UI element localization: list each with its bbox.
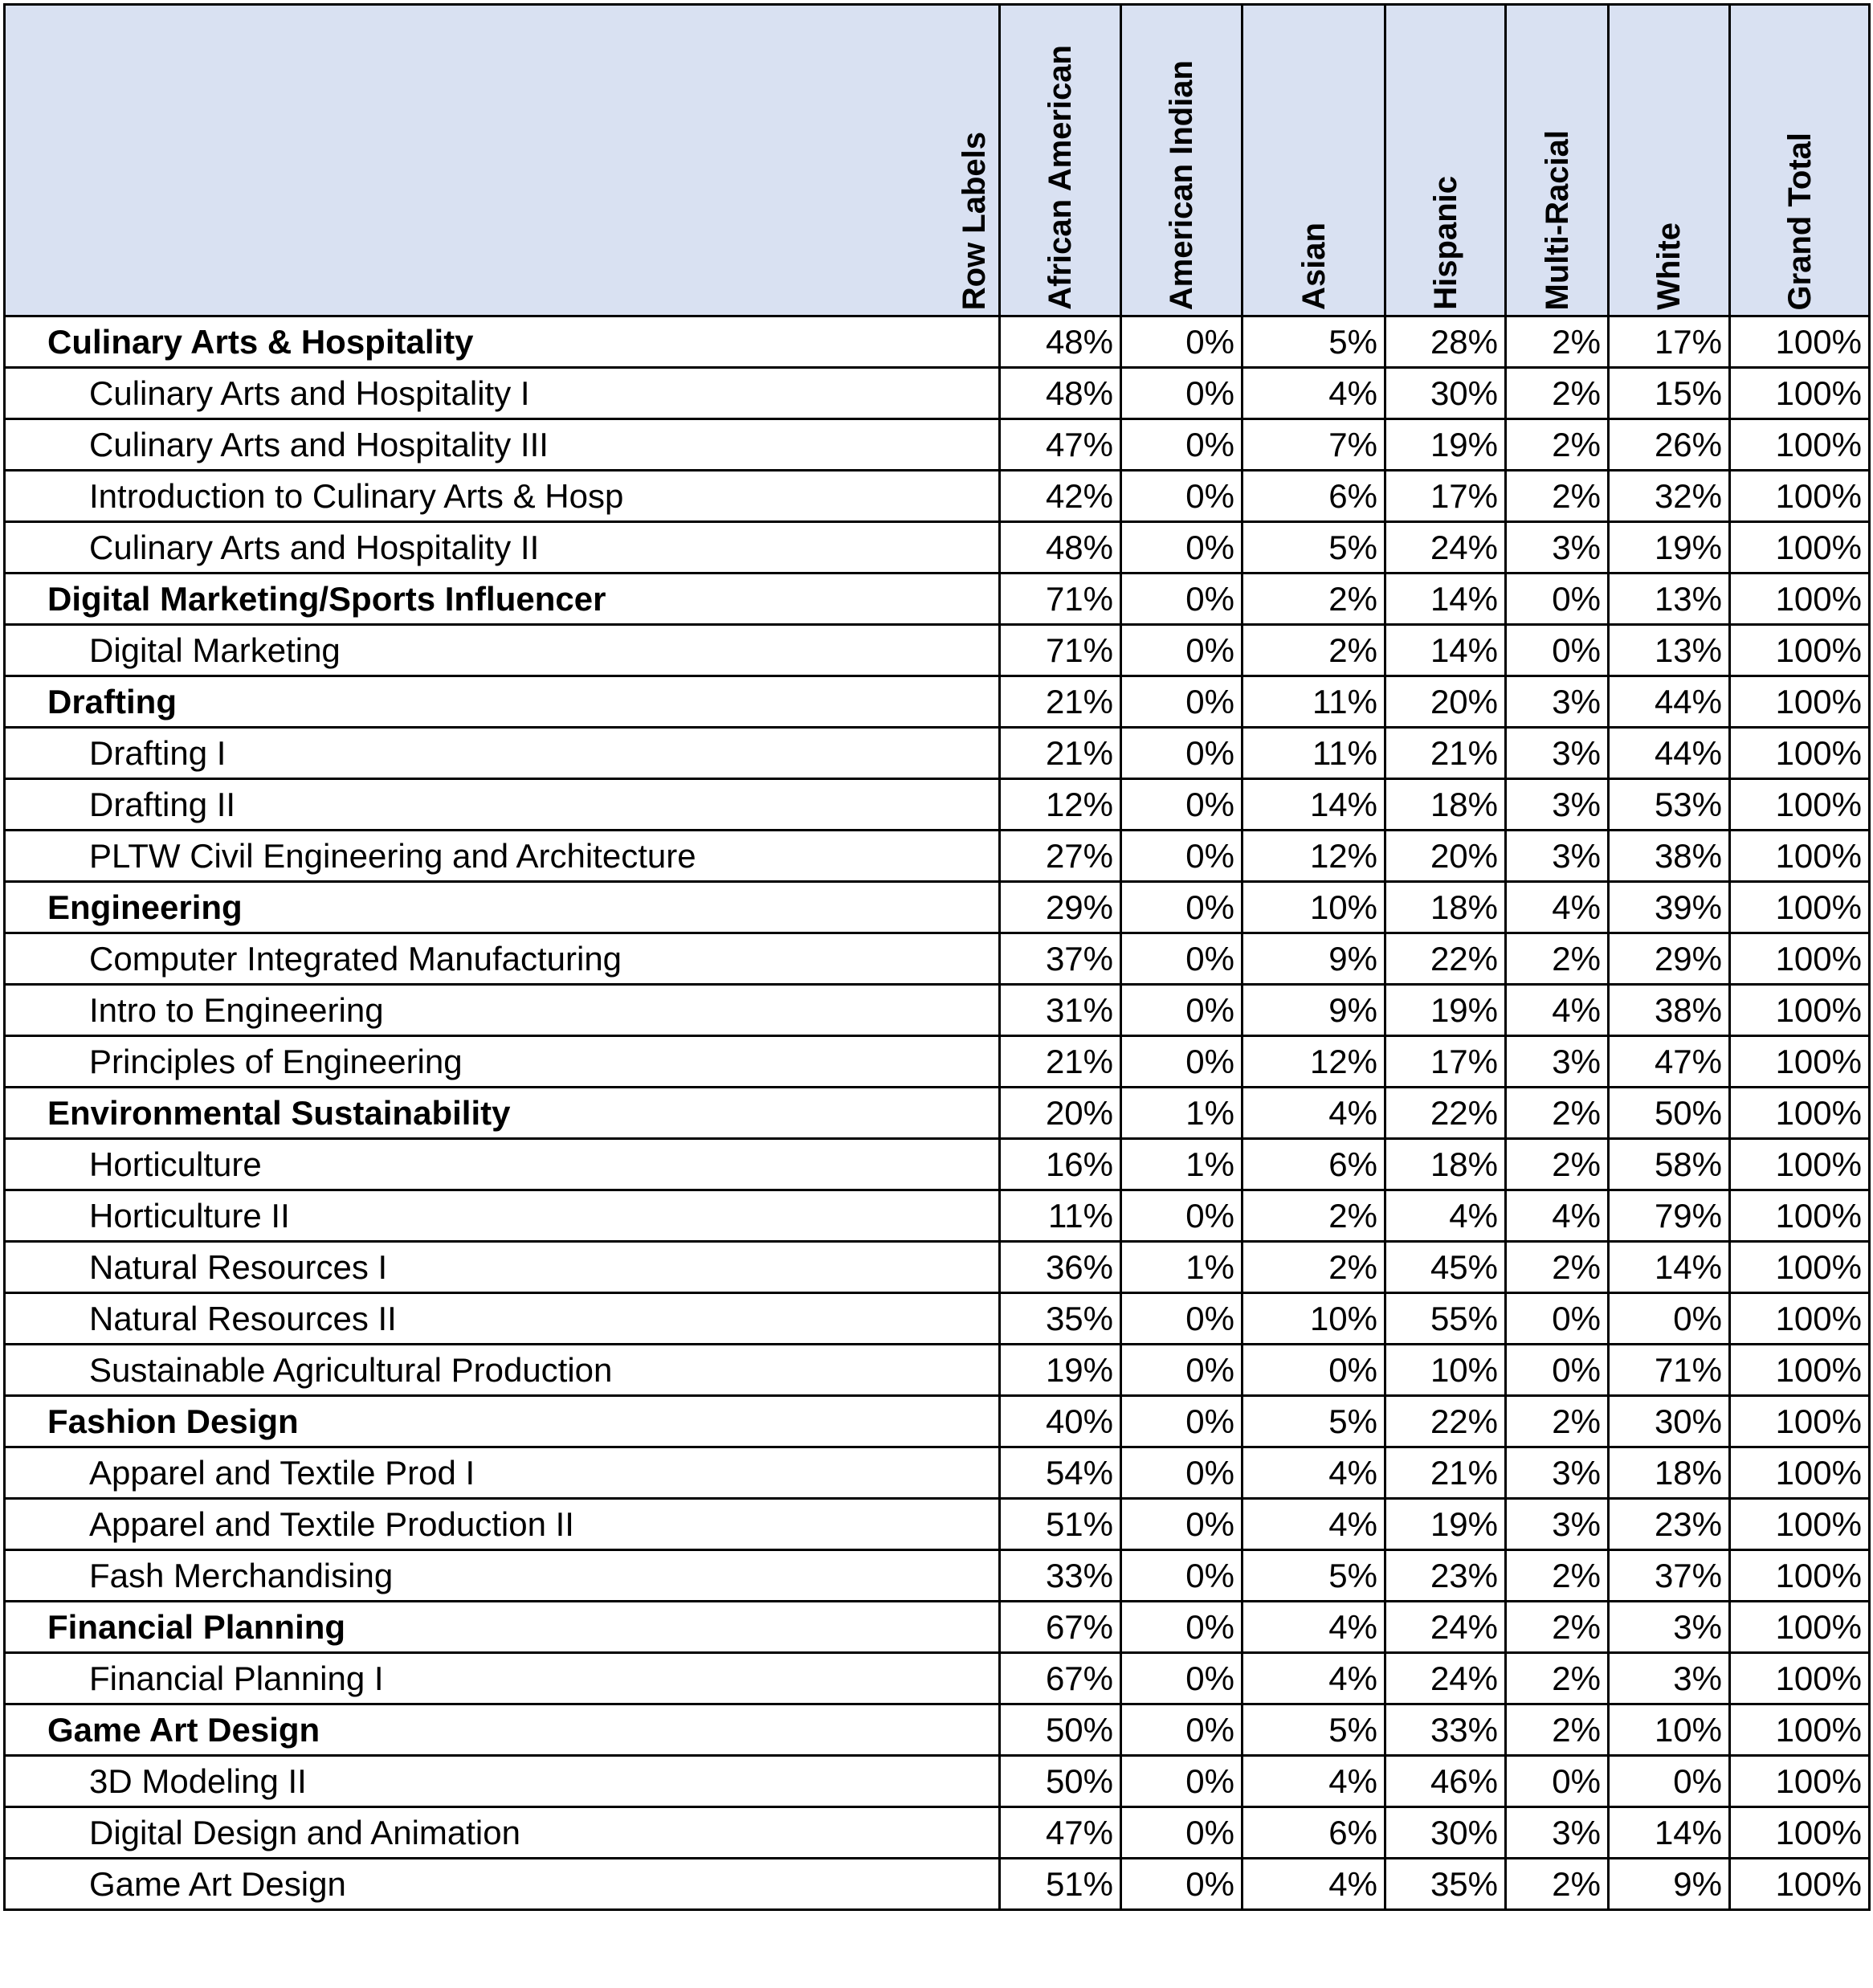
cell-african-american: 21% — [1000, 676, 1121, 728]
cell-asian: 14% — [1243, 779, 1385, 831]
cell-american-indian: 0% — [1121, 1550, 1243, 1602]
cell-grand-total: 100% — [1730, 1859, 1870, 1910]
cell-american-indian: 0% — [1121, 1499, 1243, 1550]
cell-grand-total: 100% — [1730, 1036, 1870, 1088]
cell-asian: 0% — [1243, 1345, 1385, 1396]
cell-asian: 7% — [1243, 419, 1385, 471]
cell-multi-racial: 3% — [1506, 1807, 1609, 1859]
cell-asian: 5% — [1243, 1550, 1385, 1602]
row-label: Sustainable Agricultural Production — [5, 1345, 1000, 1396]
cell-american-indian: 0% — [1121, 1345, 1243, 1396]
column-header-label: Row Labels — [957, 131, 992, 310]
cell-multi-racial: 3% — [1506, 831, 1609, 882]
cell-african-american: 27% — [1000, 831, 1121, 882]
cell-american-indian: 0% — [1121, 574, 1243, 625]
cell-multi-racial: 2% — [1506, 1088, 1609, 1139]
table-group-row — [5, 1088, 1870, 1139]
cell-multi-racial: 0% — [1506, 574, 1609, 625]
row-label: Engineering — [5, 882, 1000, 933]
cell-grand-total: 100% — [1730, 779, 1870, 831]
cell-grand-total: 100% — [1730, 522, 1870, 574]
cell-grand-total: 100% — [1730, 1345, 1870, 1396]
row-label: Digital Design and Animation — [5, 1807, 1000, 1859]
column-header-label: Asian — [1296, 222, 1332, 310]
row-label: Culinary Arts and Hospitality I — [5, 368, 1000, 419]
column-header-white — [1609, 5, 1730, 316]
cell-hispanic: 14% — [1385, 625, 1506, 676]
cell-hispanic: 24% — [1385, 522, 1506, 574]
row-label: Drafting I — [5, 728, 1000, 779]
cell-asian: 2% — [1243, 1190, 1385, 1242]
cell-asian: 12% — [1243, 831, 1385, 882]
cell-multi-racial: 2% — [1506, 471, 1609, 522]
column-header-row-labels — [5, 5, 1000, 316]
cell-multi-racial: 0% — [1506, 625, 1609, 676]
column-header-label: Multi-Racial — [1539, 129, 1575, 310]
cell-grand-total: 100% — [1730, 625, 1870, 676]
cell-american-indian: 0% — [1121, 1653, 1243, 1704]
cell-hispanic: 35% — [1385, 1859, 1506, 1910]
cell-hispanic: 17% — [1385, 1036, 1506, 1088]
cell-white: 29% — [1609, 933, 1730, 985]
row-label: Culinary Arts and Hospitality II — [5, 522, 1000, 574]
cell-african-american: 54% — [1000, 1447, 1121, 1499]
cell-white: 0% — [1609, 1756, 1730, 1807]
table-row — [5, 1242, 1870, 1293]
cell-african-american: 67% — [1000, 1653, 1121, 1704]
cell-multi-racial: 2% — [1506, 933, 1609, 985]
cell-asian: 2% — [1243, 574, 1385, 625]
cell-multi-racial: 0% — [1506, 1345, 1609, 1396]
cell-white: 15% — [1609, 368, 1730, 419]
cell-asian: 4% — [1243, 1602, 1385, 1653]
cell-multi-racial: 2% — [1506, 1139, 1609, 1190]
cell-african-american: 16% — [1000, 1139, 1121, 1190]
cell-american-indian: 0% — [1121, 625, 1243, 676]
column-header-multi-racial — [1506, 5, 1609, 316]
cell-asian: 2% — [1243, 1242, 1385, 1293]
cell-african-american: 12% — [1000, 779, 1121, 831]
cell-multi-racial: 4% — [1506, 1190, 1609, 1242]
cell-grand-total: 100% — [1730, 316, 1870, 368]
cell-white: 19% — [1609, 522, 1730, 574]
cell-multi-racial: 3% — [1506, 522, 1609, 574]
cell-white: 18% — [1609, 1447, 1730, 1499]
cell-multi-racial: 3% — [1506, 1499, 1609, 1550]
cell-hispanic: 22% — [1385, 1088, 1506, 1139]
cell-african-american: 67% — [1000, 1602, 1121, 1653]
cell-african-american: 51% — [1000, 1499, 1121, 1550]
column-header-asian — [1243, 5, 1385, 316]
cell-hispanic: 20% — [1385, 831, 1506, 882]
cell-asian: 2% — [1243, 625, 1385, 676]
table-row — [5, 985, 1870, 1036]
row-label: Fashion Design — [5, 1396, 1000, 1447]
cell-white: 39% — [1609, 882, 1730, 933]
cell-white: 53% — [1609, 779, 1730, 831]
cell-asian: 6% — [1243, 1807, 1385, 1859]
cell-american-indian: 0% — [1121, 985, 1243, 1036]
cell-white: 32% — [1609, 471, 1730, 522]
cell-grand-total: 100% — [1730, 1756, 1870, 1807]
cell-african-american: 20% — [1000, 1088, 1121, 1139]
cell-african-american: 51% — [1000, 1859, 1121, 1910]
cell-multi-racial: 2% — [1506, 1550, 1609, 1602]
cell-asian: 5% — [1243, 1704, 1385, 1756]
cell-grand-total: 100% — [1730, 1242, 1870, 1293]
cell-hispanic: 55% — [1385, 1293, 1506, 1345]
cell-white: 10% — [1609, 1704, 1730, 1756]
cell-multi-racial: 4% — [1506, 882, 1609, 933]
row-label: Introduction to Culinary Arts & Hosp — [5, 471, 1000, 522]
cell-white: 71% — [1609, 1345, 1730, 1396]
cell-asian: 4% — [1243, 1653, 1385, 1704]
row-label: Fash Merchandising — [5, 1550, 1000, 1602]
cell-white: 38% — [1609, 985, 1730, 1036]
cell-grand-total: 100% — [1730, 882, 1870, 933]
cell-grand-total: 100% — [1730, 1653, 1870, 1704]
cell-grand-total: 100% — [1730, 831, 1870, 882]
table-row — [5, 728, 1870, 779]
row-label: Computer Integrated Manufacturing — [5, 933, 1000, 985]
cell-african-american: 50% — [1000, 1704, 1121, 1756]
cell-grand-total: 100% — [1730, 676, 1870, 728]
cell-african-american: 71% — [1000, 625, 1121, 676]
cell-multi-racial: 3% — [1506, 1447, 1609, 1499]
pivot-table — [3, 3, 1871, 1911]
cell-asian: 5% — [1243, 1396, 1385, 1447]
cell-african-american: 71% — [1000, 574, 1121, 625]
cell-white: 17% — [1609, 316, 1730, 368]
cell-asian: 9% — [1243, 933, 1385, 985]
cell-african-american: 47% — [1000, 1807, 1121, 1859]
cell-asian: 4% — [1243, 368, 1385, 419]
cell-american-indian: 0% — [1121, 1602, 1243, 1653]
cell-american-indian: 0% — [1121, 368, 1243, 419]
cell-hispanic: 20% — [1385, 676, 1506, 728]
row-label: Culinary Arts & Hospitality — [5, 316, 1000, 368]
table-row — [5, 625, 1870, 676]
table-row — [5, 1447, 1870, 1499]
cell-white: 14% — [1609, 1807, 1730, 1859]
cell-grand-total: 100% — [1730, 368, 1870, 419]
cell-hispanic: 4% — [1385, 1190, 1506, 1242]
cell-american-indian: 0% — [1121, 831, 1243, 882]
cell-hispanic: 18% — [1385, 1139, 1506, 1190]
cell-hispanic: 46% — [1385, 1756, 1506, 1807]
cell-american-indian: 0% — [1121, 419, 1243, 471]
cell-multi-racial: 3% — [1506, 728, 1609, 779]
cell-african-american: 50% — [1000, 1756, 1121, 1807]
row-label: Environmental Sustainability — [5, 1088, 1000, 1139]
table-row — [5, 1139, 1870, 1190]
cell-grand-total: 100% — [1730, 1550, 1870, 1602]
row-label: Digital Marketing — [5, 625, 1000, 676]
row-label: Financial Planning — [5, 1602, 1000, 1653]
table-group-row — [5, 1602, 1870, 1653]
cell-american-indian: 0% — [1121, 882, 1243, 933]
row-label: PLTW Civil Engineering and Architecture — [5, 831, 1000, 882]
table-row — [5, 1653, 1870, 1704]
cell-multi-racial: 0% — [1506, 1756, 1609, 1807]
cell-asian: 11% — [1243, 676, 1385, 728]
row-label: Horticulture II — [5, 1190, 1000, 1242]
table-row — [5, 1756, 1870, 1807]
cell-asian: 11% — [1243, 728, 1385, 779]
cell-multi-racial: 3% — [1506, 779, 1609, 831]
cell-white: 58% — [1609, 1139, 1730, 1190]
row-label: Game Art Design — [5, 1704, 1000, 1756]
cell-grand-total: 100% — [1730, 419, 1870, 471]
column-header-hispanic — [1385, 5, 1506, 316]
cell-grand-total: 100% — [1730, 1499, 1870, 1550]
cell-multi-racial: 2% — [1506, 1242, 1609, 1293]
cell-white: 50% — [1609, 1088, 1730, 1139]
cell-grand-total: 100% — [1730, 1602, 1870, 1653]
table-row — [5, 368, 1870, 419]
cell-asian: 6% — [1243, 1139, 1385, 1190]
cell-white: 0% — [1609, 1293, 1730, 1345]
column-header-american-indian — [1121, 5, 1243, 316]
cell-african-american: 48% — [1000, 368, 1121, 419]
cell-multi-racial: 2% — [1506, 1653, 1609, 1704]
cell-white: 44% — [1609, 728, 1730, 779]
cell-grand-total: 100% — [1730, 1293, 1870, 1345]
table-row — [5, 522, 1870, 574]
cell-hispanic: 10% — [1385, 1345, 1506, 1396]
row-label: Natural Resources I — [5, 1242, 1000, 1293]
cell-american-indian: 0% — [1121, 1396, 1243, 1447]
cell-american-indian: 0% — [1121, 779, 1243, 831]
cell-asian: 4% — [1243, 1756, 1385, 1807]
cell-white: 3% — [1609, 1653, 1730, 1704]
cell-hispanic: 19% — [1385, 419, 1506, 471]
row-label: Principles of Engineering — [5, 1036, 1000, 1088]
table-row — [5, 779, 1870, 831]
cell-african-american: 36% — [1000, 1242, 1121, 1293]
cell-american-indian: 0% — [1121, 676, 1243, 728]
cell-asian: 4% — [1243, 1088, 1385, 1139]
column-header-label: African American — [1043, 45, 1078, 310]
cell-hispanic: 45% — [1385, 1242, 1506, 1293]
header-row — [5, 5, 1870, 316]
cell-white: 79% — [1609, 1190, 1730, 1242]
cell-american-indian: 0% — [1121, 1447, 1243, 1499]
cell-african-american: 29% — [1000, 882, 1121, 933]
cell-american-indian: 1% — [1121, 1242, 1243, 1293]
table-group-row — [5, 316, 1870, 368]
cell-american-indian: 0% — [1121, 933, 1243, 985]
row-label: Apparel and Textile Production II — [5, 1499, 1000, 1550]
cell-american-indian: 1% — [1121, 1088, 1243, 1139]
cell-hispanic: 22% — [1385, 933, 1506, 985]
cell-asian: 5% — [1243, 316, 1385, 368]
table-row — [5, 1550, 1870, 1602]
cell-white: 30% — [1609, 1396, 1730, 1447]
cell-asian: 12% — [1243, 1036, 1385, 1088]
cell-grand-total: 100% — [1730, 1807, 1870, 1859]
cell-american-indian: 0% — [1121, 1190, 1243, 1242]
cell-multi-racial: 3% — [1506, 676, 1609, 728]
cell-asian: 4% — [1243, 1859, 1385, 1910]
table-row — [5, 1190, 1870, 1242]
row-label: Financial Planning I — [5, 1653, 1000, 1704]
table-row — [5, 1859, 1870, 1910]
cell-white: 9% — [1609, 1859, 1730, 1910]
cell-hispanic: 21% — [1385, 728, 1506, 779]
cell-hispanic: 30% — [1385, 368, 1506, 419]
cell-hispanic: 24% — [1385, 1602, 1506, 1653]
column-header-african-american — [1000, 5, 1121, 316]
row-label: Apparel and Textile Prod I — [5, 1447, 1000, 1499]
cell-grand-total: 100% — [1730, 728, 1870, 779]
table-row — [5, 471, 1870, 522]
cell-multi-racial: 2% — [1506, 1704, 1609, 1756]
cell-american-indian: 0% — [1121, 1859, 1243, 1910]
cell-grand-total: 100% — [1730, 933, 1870, 985]
cell-grand-total: 100% — [1730, 1088, 1870, 1139]
cell-african-american: 19% — [1000, 1345, 1121, 1396]
cell-american-indian: 1% — [1121, 1139, 1243, 1190]
cell-african-american: 11% — [1000, 1190, 1121, 1242]
cell-multi-racial: 2% — [1506, 419, 1609, 471]
cell-american-indian: 0% — [1121, 728, 1243, 779]
cell-asian: 10% — [1243, 882, 1385, 933]
table-row — [5, 933, 1870, 985]
cell-hispanic: 18% — [1385, 882, 1506, 933]
table-group-row — [5, 574, 1870, 625]
cell-asian: 4% — [1243, 1447, 1385, 1499]
column-header-label: Hispanic — [1427, 176, 1463, 310]
cell-hispanic: 19% — [1385, 985, 1506, 1036]
cell-hispanic: 30% — [1385, 1807, 1506, 1859]
cell-african-american: 48% — [1000, 316, 1121, 368]
cell-grand-total: 100% — [1730, 471, 1870, 522]
row-label: Natural Resources II — [5, 1293, 1000, 1345]
table-row — [5, 419, 1870, 471]
table-row — [5, 1036, 1870, 1088]
cell-grand-total: 100% — [1730, 1447, 1870, 1499]
cell-asian: 6% — [1243, 471, 1385, 522]
cell-american-indian: 0% — [1121, 522, 1243, 574]
cell-grand-total: 100% — [1730, 985, 1870, 1036]
row-label: Drafting II — [5, 779, 1000, 831]
row-label: Digital Marketing/Sports Influencer — [5, 574, 1000, 625]
cell-african-american: 40% — [1000, 1396, 1121, 1447]
column-header-label: Grand Total — [1781, 132, 1818, 310]
cell-asian: 5% — [1243, 522, 1385, 574]
cell-multi-racial: 2% — [1506, 1396, 1609, 1447]
cell-white: 44% — [1609, 676, 1730, 728]
cell-asian: 9% — [1243, 985, 1385, 1036]
cell-african-american: 21% — [1000, 1036, 1121, 1088]
column-header-label: White — [1651, 222, 1687, 310]
row-label: Game Art Design — [5, 1859, 1000, 1910]
table-row — [5, 1807, 1870, 1859]
row-label: Drafting — [5, 676, 1000, 728]
cell-white: 23% — [1609, 1499, 1730, 1550]
row-label: 3D Modeling II — [5, 1756, 1000, 1807]
table-row — [5, 1345, 1870, 1396]
cell-american-indian: 0% — [1121, 1036, 1243, 1088]
cell-hispanic: 23% — [1385, 1550, 1506, 1602]
cell-hispanic: 17% — [1385, 471, 1506, 522]
cell-grand-total: 100% — [1730, 1396, 1870, 1447]
cell-african-american: 48% — [1000, 522, 1121, 574]
cell-african-american: 31% — [1000, 985, 1121, 1036]
cell-hispanic: 14% — [1385, 574, 1506, 625]
cell-hispanic: 18% — [1385, 779, 1506, 831]
column-header-grand-total — [1730, 5, 1870, 316]
cell-white: 37% — [1609, 1550, 1730, 1602]
cell-hispanic: 24% — [1385, 1653, 1506, 1704]
table-row — [5, 1499, 1870, 1550]
cell-african-american: 47% — [1000, 419, 1121, 471]
cell-american-indian: 0% — [1121, 316, 1243, 368]
cell-multi-racial: 0% — [1506, 1293, 1609, 1345]
cell-american-indian: 0% — [1121, 1704, 1243, 1756]
table-body — [5, 316, 1870, 1910]
cell-african-american: 35% — [1000, 1293, 1121, 1345]
table-row — [5, 831, 1870, 882]
cell-grand-total: 100% — [1730, 1190, 1870, 1242]
cell-african-american: 37% — [1000, 933, 1121, 985]
table-group-row — [5, 882, 1870, 933]
table-group-row — [5, 1396, 1870, 1447]
cell-multi-racial: 2% — [1506, 368, 1609, 419]
cell-multi-racial: 2% — [1506, 1859, 1609, 1910]
cell-grand-total: 100% — [1730, 1139, 1870, 1190]
cell-asian: 10% — [1243, 1293, 1385, 1345]
cell-hispanic: 21% — [1385, 1447, 1506, 1499]
cell-white: 3% — [1609, 1602, 1730, 1653]
table-row — [5, 1293, 1870, 1345]
column-header-label: American Indian — [1164, 59, 1199, 310]
cell-white: 47% — [1609, 1036, 1730, 1088]
cell-white: 13% — [1609, 625, 1730, 676]
cell-white: 14% — [1609, 1242, 1730, 1293]
cell-grand-total: 100% — [1730, 574, 1870, 625]
cell-multi-racial: 3% — [1506, 1036, 1609, 1088]
cell-american-indian: 0% — [1121, 471, 1243, 522]
table-group-row — [5, 676, 1870, 728]
cell-african-american: 42% — [1000, 471, 1121, 522]
cell-white: 13% — [1609, 574, 1730, 625]
cell-hispanic: 28% — [1385, 316, 1506, 368]
cell-hispanic: 22% — [1385, 1396, 1506, 1447]
cell-multi-racial: 2% — [1506, 316, 1609, 368]
cell-african-american: 21% — [1000, 728, 1121, 779]
row-label: Intro to Engineering — [5, 985, 1000, 1036]
cell-white: 26% — [1609, 419, 1730, 471]
cell-grand-total: 100% — [1730, 1704, 1870, 1756]
cell-african-american: 33% — [1000, 1550, 1121, 1602]
cell-american-indian: 0% — [1121, 1807, 1243, 1859]
table-group-row — [5, 1704, 1870, 1756]
cell-asian: 4% — [1243, 1499, 1385, 1550]
row-label: Culinary Arts and Hospitality III — [5, 419, 1000, 471]
cell-multi-racial: 2% — [1506, 1602, 1609, 1653]
cell-hispanic: 19% — [1385, 1499, 1506, 1550]
cell-white: 38% — [1609, 831, 1730, 882]
cell-multi-racial: 4% — [1506, 985, 1609, 1036]
cell-hispanic: 33% — [1385, 1704, 1506, 1756]
cell-american-indian: 0% — [1121, 1293, 1243, 1345]
cell-american-indian: 0% — [1121, 1756, 1243, 1807]
row-label: Horticulture — [5, 1139, 1000, 1190]
